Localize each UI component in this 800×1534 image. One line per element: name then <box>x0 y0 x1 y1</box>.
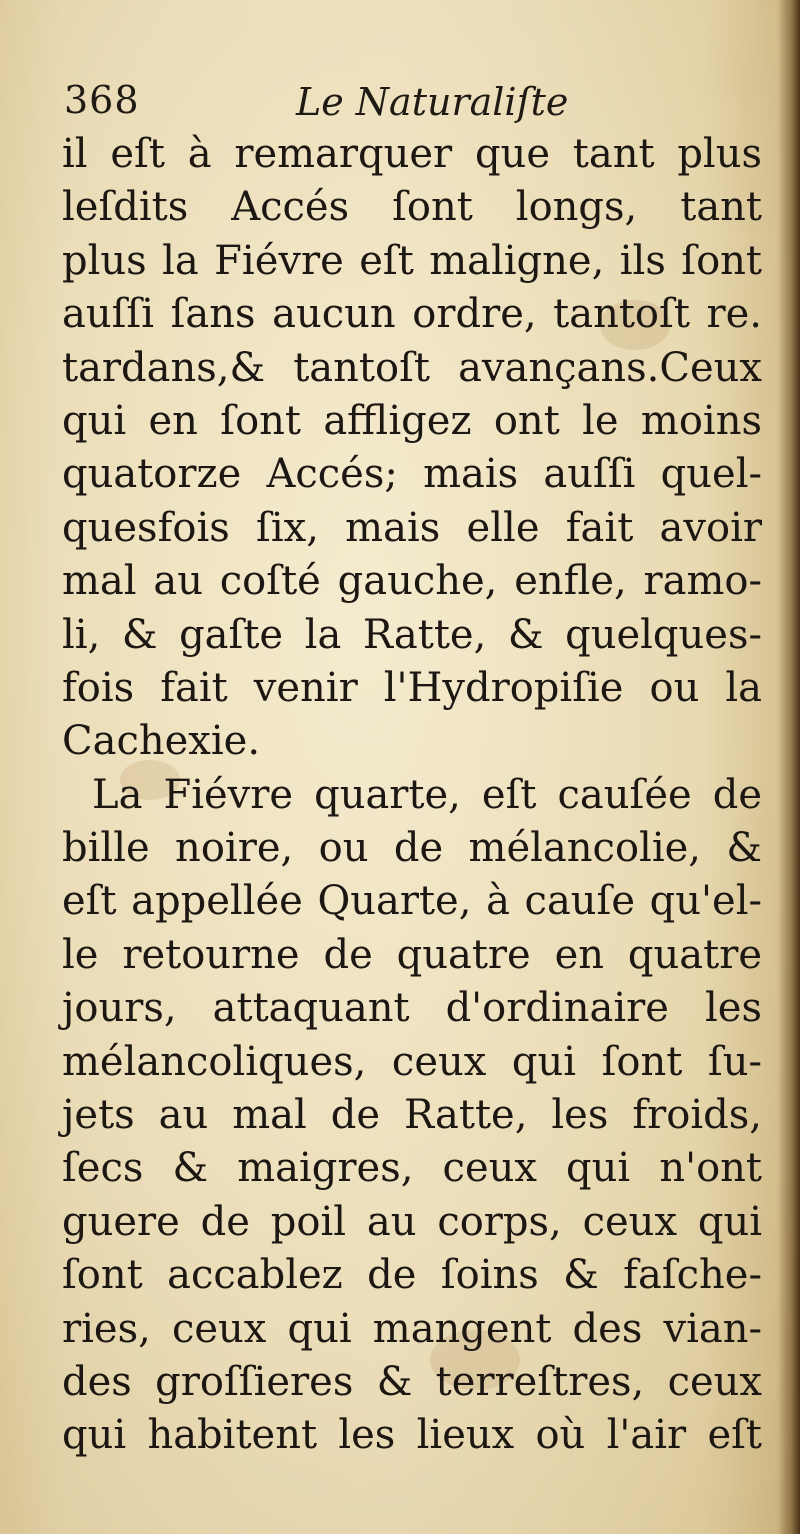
text-line: bille noire, ou de mélancolie, & <box>62 825 762 872</box>
text-line: ſecs & maigres, ceux qui n'ont <box>62 1145 762 1192</box>
text-line: le retourne de quatre en quatre <box>62 931 762 978</box>
text-line: qui habitent les lieux où l'air eſt <box>62 1412 762 1459</box>
text-line: mélancoliques, ceux qui ſont ſu- <box>62 1038 762 1085</box>
text-line: quesfois ſix, mais elle fait avoir <box>62 504 762 551</box>
text-line: li, & gaſte la Ratte, & quelques- <box>62 611 762 658</box>
text-line: La Fiévre quarte, eſt cauſée de <box>92 771 762 818</box>
text-line: ries, ceux qui mangent des vian- <box>62 1305 762 1352</box>
text-line: leſdits Accés ſont longs, tant <box>62 184 762 231</box>
text-line: guere de poil au corps, ceux qui <box>62 1198 762 1245</box>
text-line: il eſt à remarquer que tant plus <box>62 131 762 177</box>
text-line: ſont accablez de ſoins & faſche- <box>62 1252 762 1299</box>
text-line: eſt appellée Quarte, à cauſe qu'el- <box>62 878 762 925</box>
text-line: plus la Fiévre eſt maligne, ils ſont <box>62 237 762 284</box>
text-line: des groſſieres & terreſtres, ceux <box>62 1358 762 1405</box>
text-line: auſſi ſans aucun ordre, tantoſt re. <box>62 291 762 338</box>
text-line: fois fait venir l'Hydropiſie ou la <box>62 664 762 711</box>
running-head: Le Naturaliſte <box>296 80 569 124</box>
page-number: 368 <box>64 78 140 122</box>
text-line: jets au mal de Ratte, les froids, <box>62 1092 762 1139</box>
body-text <box>62 128 762 1463</box>
text-line: tardans,& tantoſt avançans.Ceux <box>62 344 762 391</box>
text-line: jours, attaquant d'ordinaire les <box>62 985 762 1032</box>
text-line: quatorze Accés; mais auſſi quel- <box>62 451 762 498</box>
text-line: qui en ſont affligez ont le moins <box>62 397 762 444</box>
text-line: mal au coſté gauche, enfle, ramo- <box>62 558 762 605</box>
text-line: Cachexie. <box>62 718 261 765</box>
binding-gutter-shadow <box>778 0 800 1534</box>
